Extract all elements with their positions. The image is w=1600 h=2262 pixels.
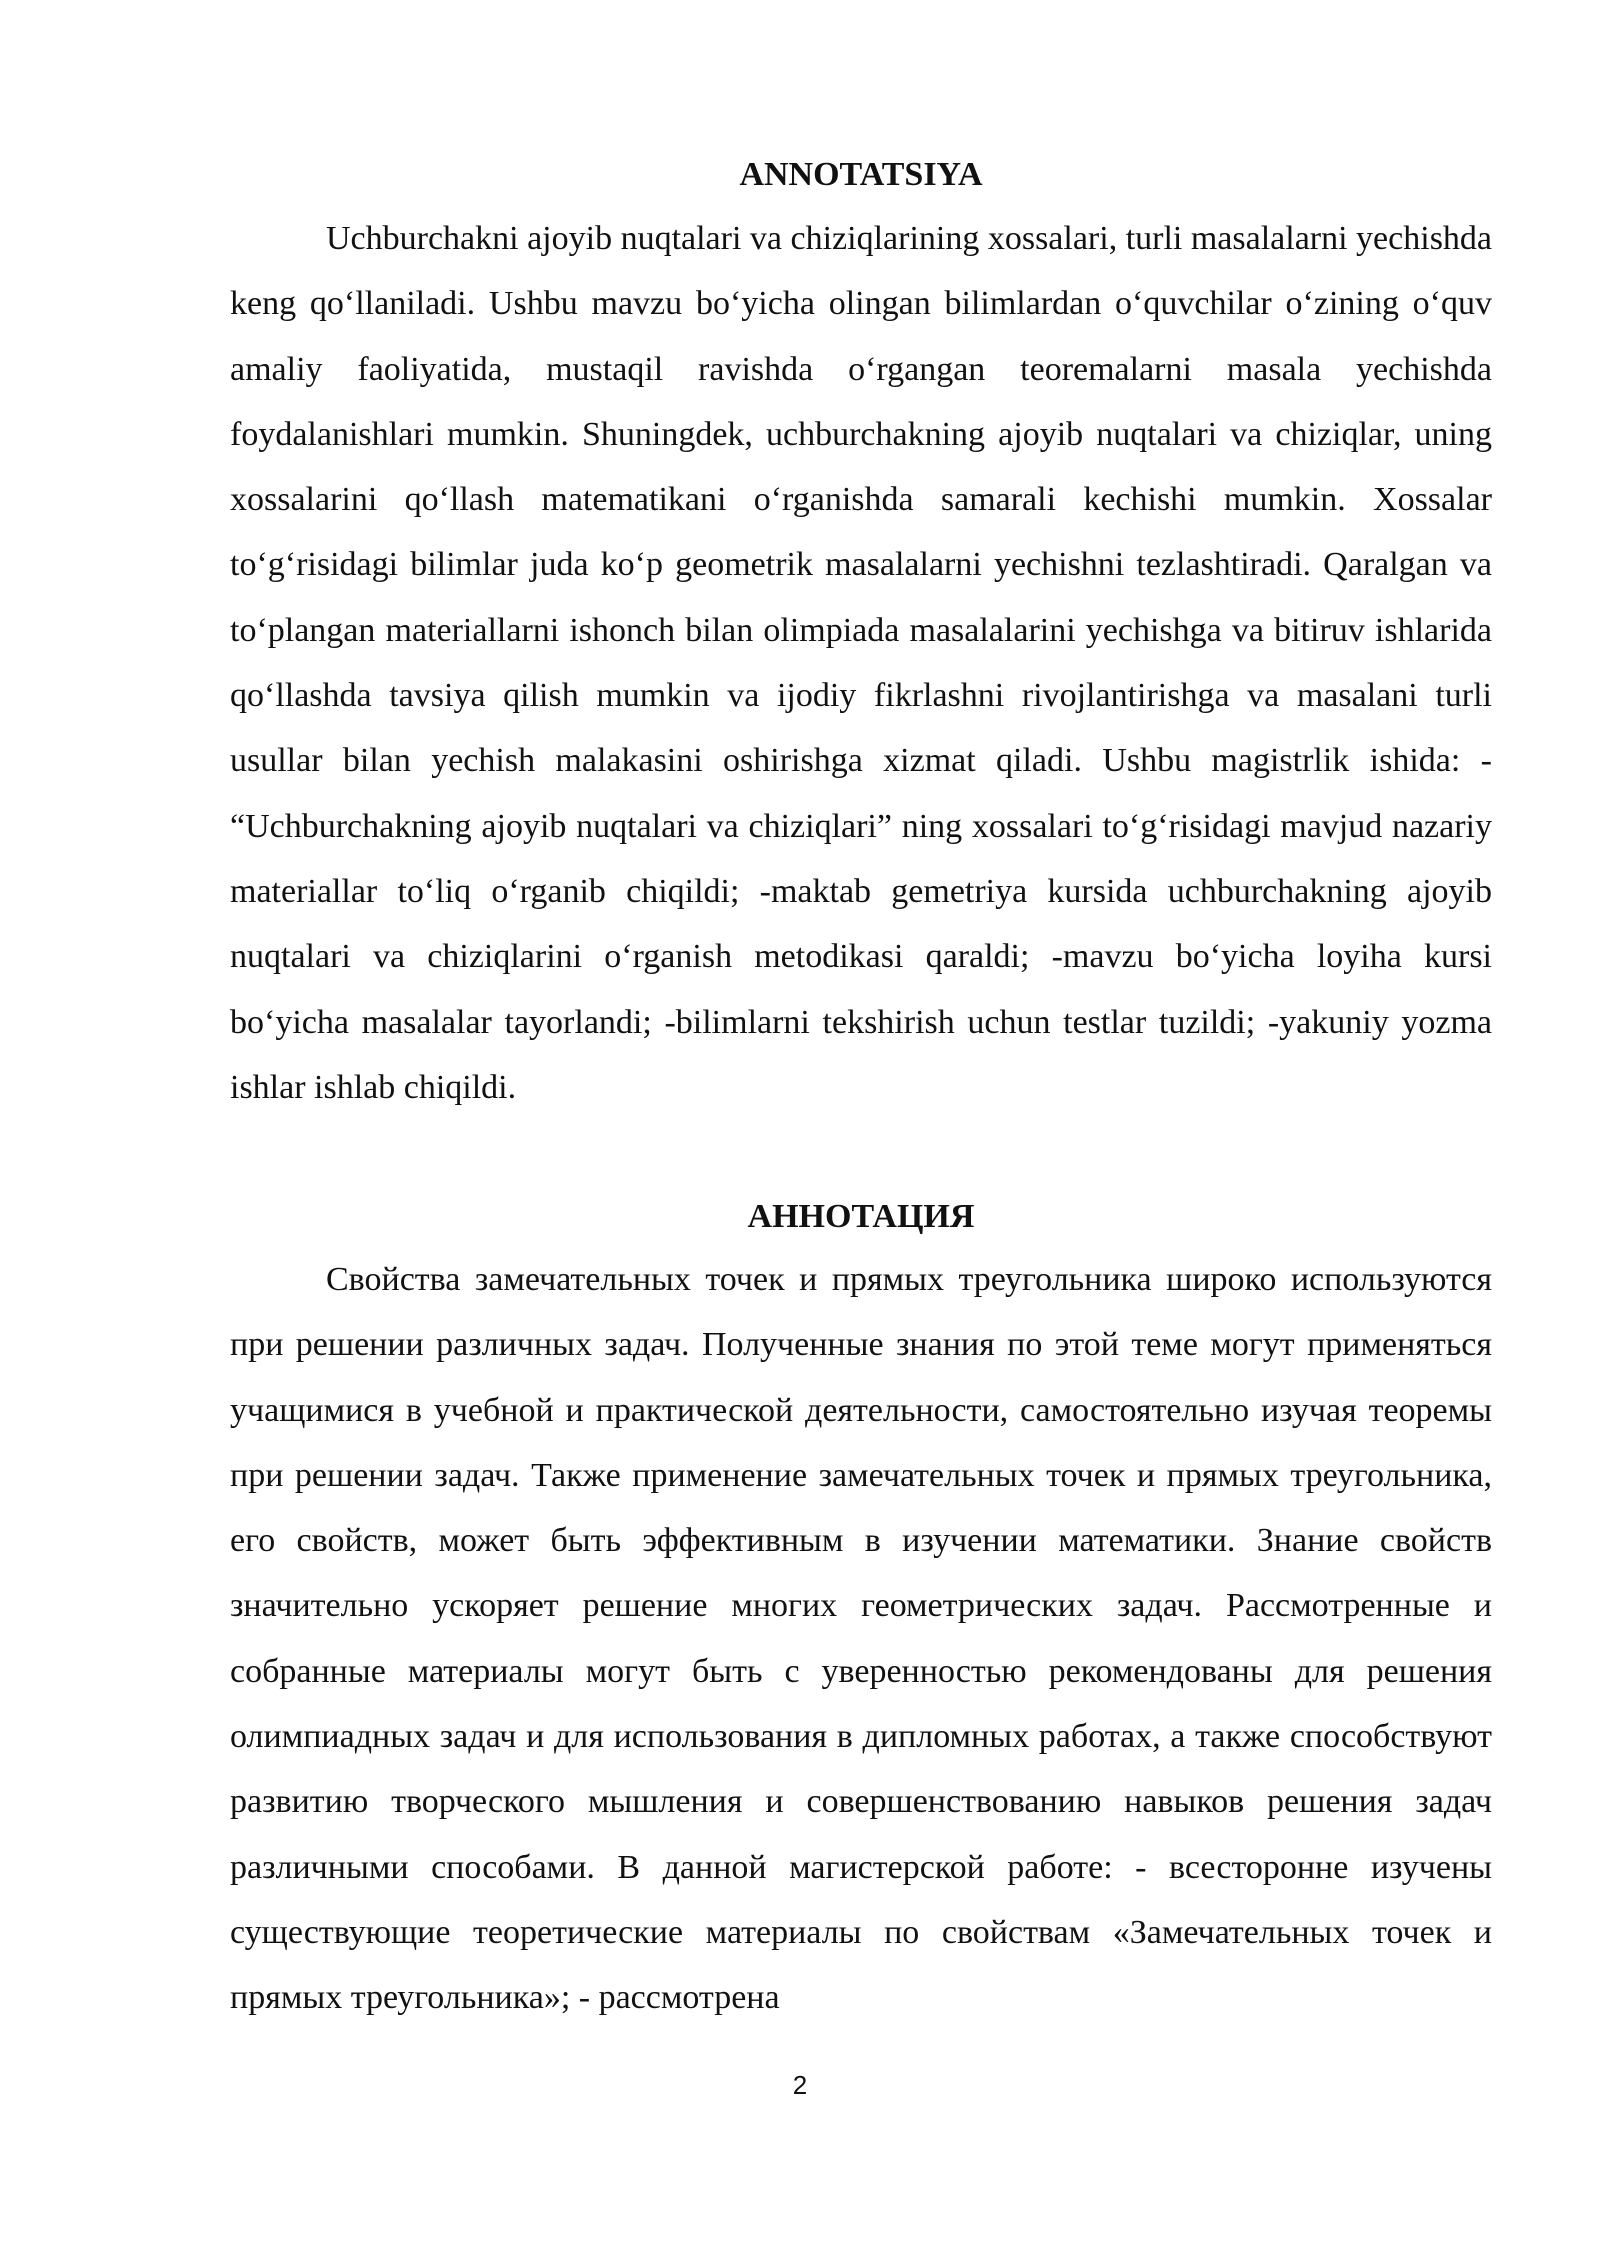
annotation-uz-title: ANNOTATSIYA [739,156,983,193]
page-number: 2 [792,2070,808,2100]
annotation-ru-body: Свойства замечательных точек и прямых треугольника широко используются при решении различных задач. Полученные знания по этой теме могут применяться учащимися в учебной и практической деятельности, самостоятельно изучая теоремы при решении задач. Также применение замечательных точек и прямых треугольника, его свойств, может быть эффективным в изучении математики. Знание свойств значительно ускоряет решение многих геометрических задач. Рассмотренные и собранные материалы могут быть с уверенностью рекомендованы для решения олимпиадных задач и для использования в дипломных работах, а также способствуют развитию творческого мышления и совершенствованию навыков решения задач различными способами. В данной магистерской работе: - всесторонне изучены существующие теоретические материалы по свойствам «Замечательных точек и прямых треугольника»; - рассмотрена [230,1261,1492,2017]
annotation-uz-body: Uchburchakni ajoyib nuqtalari va chiziqlarining xossalari, turli masalalarni yechishda keng qo‘llaniladi. Ushbu mavzu bo‘yicha olingan bilimlardan o‘quvchilar o‘zining o‘quv amaliy faoliyatida, mustaqil ravishda o‘rgangan teoremalarni masala yechishda foydalanishlari mumkin. Shuningdek, uchburchakning ajoyib nuqtalari va chiziqlar, uning xossalarini qo‘llash matematikani o‘rganishda samarali kechishi mumkin. Xossalar to‘g‘risidagi bilimlar juda ko‘p geometrik masalalarni yechishni tezlashtiradi. Qaralgan va to‘plangan materiallarni ishonch bilan olimpiada masalalarini yechishga va bitiruv ishlarida qo‘llashda tavsiya qilish mumkin va ijodiy fikrlashni rivojlantirishga va masalani turli usullar bilan yechish malakasini oshirishga xizmat qiladi. Ushbu magistrlik ishida: - “Uchburchakning ajoyib nuqtalari va chiziqlari” ning xossalari to‘g‘risidagi mavjud nazariy materiallar to‘liq o‘rganib chiqildi; -maktab gemetriya kursida uchburchakning ajoyib nuqtalari va chiziqlarini o‘rganish metodikasi qaraldi; -mavzu bo‘yicha loyiha kursi bo‘yicha masalalar tayorlandi; -bilimlarni tekshirish uchun testlar tuzildi; -yakuniy yozma ishlar ishlab chiqildi. [230,220,1493,1106]
annotation-ru-title: АННОТАЦИЯ [747,1198,975,1235]
